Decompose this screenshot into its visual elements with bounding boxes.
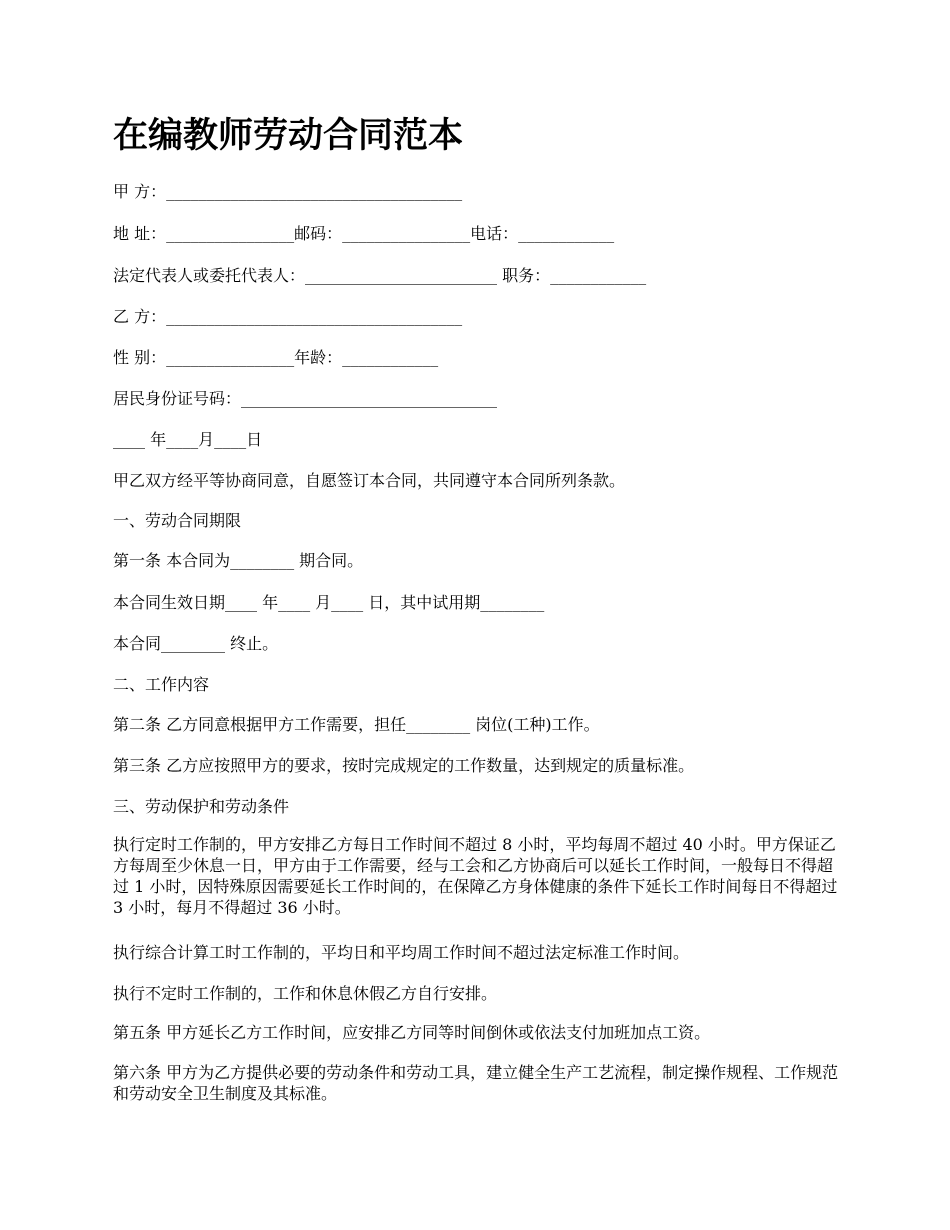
fixed-hours-paragraph: 执行定时工作制的，甲方安排乙方每日工作时间不超过 8 小时，平均每周不超过 40 小时。甲方保证乙方每周至少休息一日，甲方由于工作需要，经与工会和乙方协商后可以延长工作时间，一般每日不得超过 1 小时，因特殊原因需要延长工作时间的，在保障乙方身体健康的条件下延长工作时间每日不得超过 3 小时，每月不得超过 36 小时。	[113, 835, 838, 917]
termination-line: 本合同________ 终止。	[113, 634, 279, 653]
article-5: 第五条 甲方延长乙方工作时间，应安排乙方同等时间倒休或依法支付加班加点工资。	[113, 1023, 711, 1042]
comprehensive-hours-paragraph: 执行综合计算工时工作制的，平均日和平均周工作时间不超过法定标准工作时间。	[113, 943, 690, 962]
party-b-line: 乙 方：_____________________________________	[113, 307, 463, 326]
date-line: ____ 年____月____日	[113, 430, 263, 449]
agreement-intro: 甲乙双方经平等协商同意，自愿签订本合同，共同遵守本合同所列条款。	[113, 471, 626, 490]
section-heading-protection: 三、劳动保护和劳动条件	[113, 797, 290, 816]
article-1: 第一条 本合同为________ 期合同。	[113, 551, 364, 570]
party-a-line: 甲 方：_____________________________________	[113, 182, 463, 201]
section-heading-work: 二、工作内容	[113, 675, 210, 694]
article-3: 第三条 乙方应按照甲方的要求，按时完成规定的工作数量，达到规定的质量标准。	[113, 756, 695, 775]
legal-representative-line: 法定代表人或委托代表人：________________________ 职务：____________	[113, 266, 647, 285]
id-number-line: 居民身份证号码：________________________________	[113, 389, 498, 408]
document-title: 在编教师劳动合同范本	[113, 115, 464, 156]
article-6: 第六条 甲方为乙方提供必要的劳动条件和劳动工具，建立健全生产工艺流程，制定操作规程、工作规范和劳动安全卫生制度及其标准。	[113, 1063, 839, 1103]
flexible-hours-paragraph: 执行不定时工作制的，工作和休息休假乙方自行安排。	[113, 984, 498, 1003]
address-line: 地 址：________________邮码：________________电话：____________	[113, 224, 615, 243]
effective-date-line: 本合同生效日期____ 年____ 月____ 日，其中试用期________	[113, 593, 545, 612]
section-heading-term: 一、劳动合同期限	[113, 511, 242, 530]
article-2: 第二条 乙方同意根据甲方工作需要，担任________ 岗位(工种)工作。	[113, 715, 600, 734]
gender-age-line: 性 别：________________年龄：____________	[113, 348, 439, 367]
